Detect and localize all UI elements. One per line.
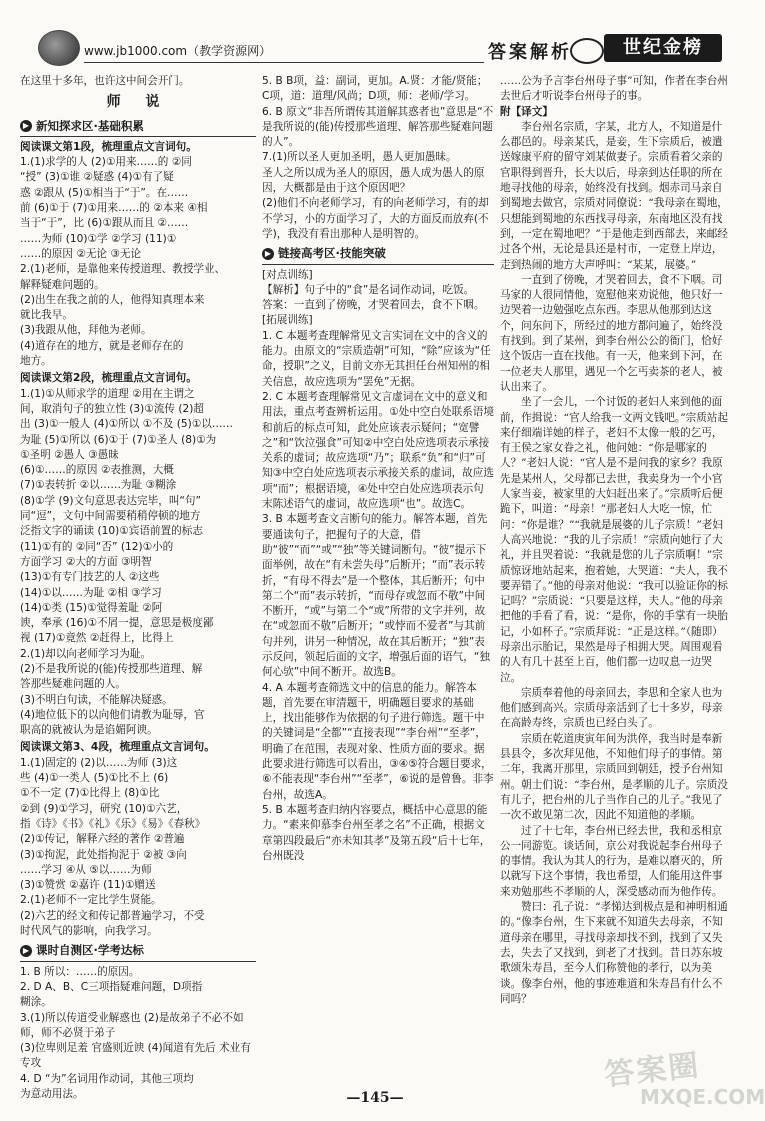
text-line: 当于“于”，比 (6)①跟从而且 ②…… xyxy=(20,217,189,230)
text-line: 1. B 所以：……的原因。 xyxy=(20,965,140,978)
text-line: 就比我早。 xyxy=(20,309,73,322)
text-line: 2.(1)却以向老师学习为耻。 xyxy=(20,647,152,660)
column-left xyxy=(20,74,256,1102)
text-line: ……学习 ④从 ⑤以……为师 xyxy=(20,863,152,876)
text-line: (8)①学 (9)文句意思表达完毕，叫“句” xyxy=(20,494,201,507)
text-line: 方面学习 ②大的方面 ③明智 xyxy=(20,555,152,568)
play-arrow-icon: ▶ xyxy=(20,945,32,957)
text-line: 4. D “为”名词用作动词，其他三项均 xyxy=(20,1072,194,1085)
text-line: [拓展训练] xyxy=(262,314,313,327)
text-line: 5. B B项，益：副词，更加。A.贤：才能/贤能；C项，道：道理/风尚；D项，师：老师/学习。 xyxy=(262,75,488,103)
section-header-2: ▶ 课时自测区·学考达标 xyxy=(20,943,256,961)
watermark-url: MXQE.COM xyxy=(640,1085,765,1109)
text-line: (11)①有的 ②同“否” (12)①小的 xyxy=(20,540,174,553)
text-line: (4)道存在的地方，就是老师存在的 xyxy=(20,339,184,352)
text-line: 宗质奉着他的母亲回去，李思和全家人也为他们感到高兴。宗质母亲活到了七十多岁，母亲在高龄寿终，宗质也已经白头了。 xyxy=(500,686,723,730)
header-rule-left xyxy=(84,62,484,63)
text-line: 【解析】句子中的“食”是名词作动词，吃饭。 xyxy=(262,283,475,296)
answer-block-5 xyxy=(262,74,494,242)
text-line: (3)我跟从他，拜他为老师。 xyxy=(20,324,152,337)
text-line: 过了十七年，李台州已经去世，我和丞相京公一同游览。谈话间，京公对我说起李台州母子的事情。我认为其人的行为，是难以磨灭的，所以就写下这个事情，我也希望，人们能用这件事来劝勉那些不孝顺的人，深受感动而为他作传。 xyxy=(500,824,723,898)
text-line: (3)不明白句读，不能解决疑惑。 xyxy=(20,693,173,706)
text-line: 时代风气的影响，向我学习。 xyxy=(20,925,158,938)
text-line: ①不一定 (7)①比得上 (8)①比 xyxy=(20,787,160,800)
text-line: (3)①赞赏 ②嘉许 (11)①赠送 xyxy=(20,879,156,892)
text-line: 1.(1)①从师求学的道理 ②用在主谓之 xyxy=(20,387,195,400)
text-line: ……公为予言李台州母子事”可知，作者在李台州去世后才听说李台州母子的事。 xyxy=(500,75,728,103)
text-line: 间，取消句子的独立性 (3)①流传 (2)超 xyxy=(20,402,204,415)
text-line: (14)①类 (15)①觉得羞耻 ②阿 xyxy=(20,601,163,614)
play-arrow-icon: ▶ xyxy=(20,120,32,132)
text-line: 1. C 本题考查理解常见文言实词在文中的含义的能力。由原文的“宗质造朝”可知，“除”应该为“任命，授职”之义，目前文亦无其担任台州知州的相关信息，故应选项为“罢免”无据。 xyxy=(262,329,491,388)
text-line: ②到 (9)①学习，研究 (10)①六艺， xyxy=(20,802,188,815)
answer-block-3 xyxy=(20,756,256,940)
text-line: 坐了一会儿，一个讨饭的老妇人来到他的面前，作揖说：“官人给我一文两文钱吧。”宗质站起来仔细端详她的样子，老妇不太像一般的乞丐，有王侯之家女眷之礼，他问她：“你是哪家的人？”老妇人说：“官人是不是问我的家乡？我原先是某州人，父母都已去世，我卖身为一个小官人家当妾，被家里的大妇赶出来了。”宗质听后便跪下，叫道：“母亲！”那老妇人大吃一惊，忙问：“你是谁？”“我就是展婆的儿子宗质！”老妇人高兴地说：“我的儿子宗质！”宗质向她行了大礼，并且哭着说：“我就是您的儿子宗质啊！”宗质惊讶地站起来，抱着她，大哭道：“夫人，我不要弄错了。”他的母亲对他说：“我可以验证你的标记吗？”宗质说：“只要是这样，夫人。”他的母亲把他的手看了看，说：“是你，你的手掌有一块胎记，小如杯子。”宗质拜说：“正是这样。”（随即）母亲出示胎记，果然是母子相拥大哭。周围观看的人有几十甚至上百，他们都一边叹息一边哭泣。 xyxy=(500,396,728,684)
section-header-3: ▶ 链接高考区·技能突破 xyxy=(262,246,494,264)
text-line: (2)不是我所说的(能)传授那些道理、解 xyxy=(20,662,203,675)
watermark: 答案圈 xyxy=(602,1048,702,1093)
text-line: (2)出生在我之前的人，他得知真理本来 xyxy=(20,293,205,306)
page-header xyxy=(0,0,750,70)
lesson-title: 师 说 xyxy=(106,94,170,111)
text-line: (3)①拘泥，此处指拘泥于 ②被 ③向 xyxy=(20,848,187,861)
text-line: [对点训练] xyxy=(262,268,313,281)
brand-logo: 世纪金榜 xyxy=(604,34,722,62)
text-line: “授” (3)①谁 ②疑惑 (4)①有了疑 xyxy=(20,171,174,184)
text-line: 3.(1)所以传道受业解惑也 (2)是故弟子不必不如师，师不必贤于弟子 xyxy=(20,1011,244,1039)
text-line: 赞曰：孔子说：“孝悌达到极点是和神明相通的。”像李台州，生下来就不知道失去母亲，不知道母亲在哪里，寻找母亲却找不到，找到了又失去，失去了又找到，到老了才找到。昔日苏东坡歌颂朱寿昌，至今人们称赞他的孝行，以为美谈。像李台州，他的事迹难道和朱寿昌有什么不同吗？ xyxy=(500,901,728,1005)
text-line: 为意动用法。 xyxy=(20,1088,84,1100)
text-line: (4)地位低下的以向他们请教为耻辱，官 xyxy=(20,708,205,721)
text-line: 谀，奉承 (16)①不屑一提，意思是极度鄙 xyxy=(20,617,214,630)
text-line: 5. B 本题考查归纳内容要点，概括中心意思的能力。“素来仰慕李台州至孝之名”不正确，根据文章第四段最后“亦未知其孝”及第五段“后十七年，台州既没 xyxy=(262,803,491,862)
text-line: (13)①有专门技艺的人 ②这些 xyxy=(20,571,160,584)
subheading-3: 阅读课文第3、4段，梳理重点文言词句。 xyxy=(20,741,215,754)
text-line: 糊涂。 xyxy=(20,996,52,1009)
text-line: 3. B 本题考查文言断句的能力。解答本题，首先要通读句子，把握句子的大意，借助“彼”“而”“或”“独”等关键词断句。“彼”提示下面举例，故在“有未尝失母”后断开；“而”表示转折，“有母不得去”是一个整体，其后断开；句中第二个“而”表示转折，“而母存或忽而不敬”中间不断开，“或”与第二个“或”所带的文字并列，故在“或忽而不敬”后断开；“或悖而不爱者”与其前句并列，讲另一种情况，故在其后断开；“独”表示反问，领起后面的文字，增强后面的语气，“独何心欤”中间不断开。故选B。 xyxy=(262,513,490,679)
translation-text xyxy=(500,120,730,1007)
text-line: (14)①以……为耻 ②相 ③学习 xyxy=(20,586,162,599)
text-line: (2)①传记，解释六经的著作 ②普遍 xyxy=(20,833,185,846)
text-line: 泛指文字的诵读 (10)①宾语前置的标志 xyxy=(20,525,203,538)
text-line: 指《诗》《书》《礼》《乐》《易》《春秋》 xyxy=(20,817,206,830)
text-line: ……的原因 ②无论 ③无论 xyxy=(20,247,142,260)
subheading-2: 阅读课文第2段，梳理重点文言词句。 xyxy=(20,372,197,385)
text-line: (6)①……的原因 ②表推测，大概 xyxy=(20,464,174,477)
subheading-1: 阅读课文第1段，梳理重点文言词句。 xyxy=(20,140,197,153)
text-line: 答那些疑难问题的人。 xyxy=(20,678,126,691)
answer-block-7 xyxy=(500,74,730,105)
text-line: 视 (17)①竟然 ②赶得上，比得上 xyxy=(20,632,174,645)
answer-block-4 xyxy=(20,965,256,1103)
text-line: 为耻 (5)①所以 (6)①于 (7)①圣人 (8)①为 xyxy=(20,433,217,446)
text-line: 李台州名宗质，字某，北方人，不知道是什么郡邑的。母亲某氏，是妾，生下宗质后，被遣送嫁康平府的留守刘某做妻子。宗质看着父亲的官职得到晋升，长大以后，母亲到达任职的所在地寻找他的母亲，始终没有找到。烟赤司马亲自到蜀地去做官，宗质对同僚说：“我母亲在蜀地，只想能到蜀地的东西找寻母亲，东南地区没有找到，一定在蜀地吧？”于是他走到西部去，来邮经过各个州，无论是县还是村市，一定登上岸边，走到热闹的地方大声呼叫：“某某，展婆。” xyxy=(500,120,728,271)
brand-oval-icon xyxy=(570,38,604,64)
answer-block-6 xyxy=(262,268,494,865)
text-line: (2)六艺的经文和传记都普遍学习，不受 xyxy=(20,909,205,922)
answer-block-2 xyxy=(20,387,256,739)
play-arrow-icon: ▶ xyxy=(262,248,274,260)
text-line: 2.(1)老师不一定比学生贤能。 xyxy=(20,894,162,907)
text-line: 1.(1)求学的人 (2)①用来……的 ②同 xyxy=(20,156,192,169)
text-line: 圣人之所以成为圣人的原因，愚人成为愚人的原因，大概都是由于这个原因吧？ xyxy=(262,166,485,195)
text-line: (2)他们不向老师学习，有的向老师学习，有的却不学习，小的方面学习了，大的方面反而放弃(不学)，我没有看出那种人是明智的。 xyxy=(262,197,489,240)
column-middle xyxy=(262,74,494,864)
text-line: 2. D A、B、C三项指疑难问题，D项指 xyxy=(20,980,203,993)
text-line: (3)位卑则足羞 官盛则近谀 (4)闻道有先后 术业有专攻 xyxy=(20,1042,251,1070)
text-line: 宗质在乾道庚寅年间为洪倅，我当时是奉新县县令，多次拜见他，不知他们母子的事情。第二年，我离开那里，宗质回到朝廷，授予台州知州。朝士们说：“李台州，是孝顺的儿子。宗质没有儿子，把台州的儿子当作自己的儿子。”我见了一次不敢见第二次，因此不知道他的孝顺。 xyxy=(500,732,728,822)
translation-heading: 附【译文】 xyxy=(500,105,553,118)
text-line: ……为师 (10)①学 ②学习 (11)① xyxy=(20,232,177,245)
column-right xyxy=(500,74,730,1007)
text-line: (7)①表转折 ②以……为耻 ③糊涂 xyxy=(20,479,177,492)
text-line: 职高的就被认为是谄媚阿谀。 xyxy=(20,724,158,737)
text-line: 些 (4)①一类人 (5)①比不上 (6) xyxy=(20,772,169,785)
text-line: 1.(1)固定的 (2)以……为师 (3)这 xyxy=(20,756,178,769)
page-number: —145— xyxy=(346,1090,404,1106)
text-line: 前 (6)①于 (7)①用来……的 ②本来 ④相 xyxy=(20,202,208,215)
text-line: 地方。 xyxy=(20,355,52,368)
text-line: 2. C 本题考查理解常见文言虚词在文中的意义和用法，重点考查辨析运用。①处中空白处联系语境和前后的标点可知，此处应该表示疑问；“宽譬之”和“饮泣强食”可知②中空白处应选项表示承接关系的虚词；故应选项“乃”；联系“负”和“归”可知③中空白处应选项表示承接关系的虚词，故应选项“而”；根据语境，④处中空白处应选项表示句末陈述语气的虚词，故应选项“也”。故选C。 xyxy=(262,390,494,511)
text-line: 答案：一直到了傍晚，才哭着回去，食不下咽。 xyxy=(262,299,485,312)
text-line: 6. B 原文“非吾所谓传其道解其惑者也”意思是“不是我所说的(能)传授那些道理、解答那些疑难问题的人”。 xyxy=(262,105,494,149)
lead-line: 在这里十多年，也许这中间会开门。 xyxy=(20,75,190,87)
section-title: 答案解析 xyxy=(488,42,572,63)
text-line: 7.(1)所以圣人更加圣明，愚人更加愚昧。 xyxy=(262,151,457,164)
site-url[interactable]: www.jb1000.com（教学资源网） xyxy=(84,44,272,58)
globe-logo-icon xyxy=(38,30,80,66)
text-line: 2.(1)老师，是靠他来传授道理、教授学业、 xyxy=(20,263,226,276)
section-header-1: ▶ 新知探求区·基础积累 xyxy=(20,119,256,137)
text-line: 4. A 本题考查筛选文中的信息的能力。解答本题，首先要在审清题干，明确题目要求的基础上，找出能够作为依据的句子进行筛选。题干中的关键词是“全都”“直接表现”“李台州”“至孝”，明确了在范围，表现对象、性质方面的要求。据此要求进行筛选可以看出，③④⑤符合题目要求，⑥不能表现“李台州”“至孝”，⑥说的是曾鲁。非李台州，故选A。 xyxy=(262,681,494,801)
text-line: 出 (3)①一般人 (4)①所以 ①不及 (5)①以…… xyxy=(20,418,234,431)
text-line: ①圣明 ②愚人 ③愚昧 xyxy=(20,448,119,461)
text-line: 惑 ②跟从 (5)①相当于“于”。在…… xyxy=(20,186,189,199)
text-line: 一直到了傍晚，才哭着回去，食不下咽。司马家的人很同情他，宽慰他来劝说他，他只好一边哭着一边勉强吃点东西。李思从他那到达这个，问东问下，所经过的地方都问遍了，始终没有找到。到了某州，到李台州公公的衙门，恰好这个饭店一直在找他。有一天，他来到下河，在一位老夫人那里，遇见一个乞丐卖茶的老人，被认出来了。 xyxy=(500,273,723,393)
answer-block-1 xyxy=(20,155,256,369)
text-line: 同“逗”，文句中间需要稍稍停顿的地方 xyxy=(20,510,201,523)
text-line: 解释疑难问题的。 xyxy=(20,278,105,291)
